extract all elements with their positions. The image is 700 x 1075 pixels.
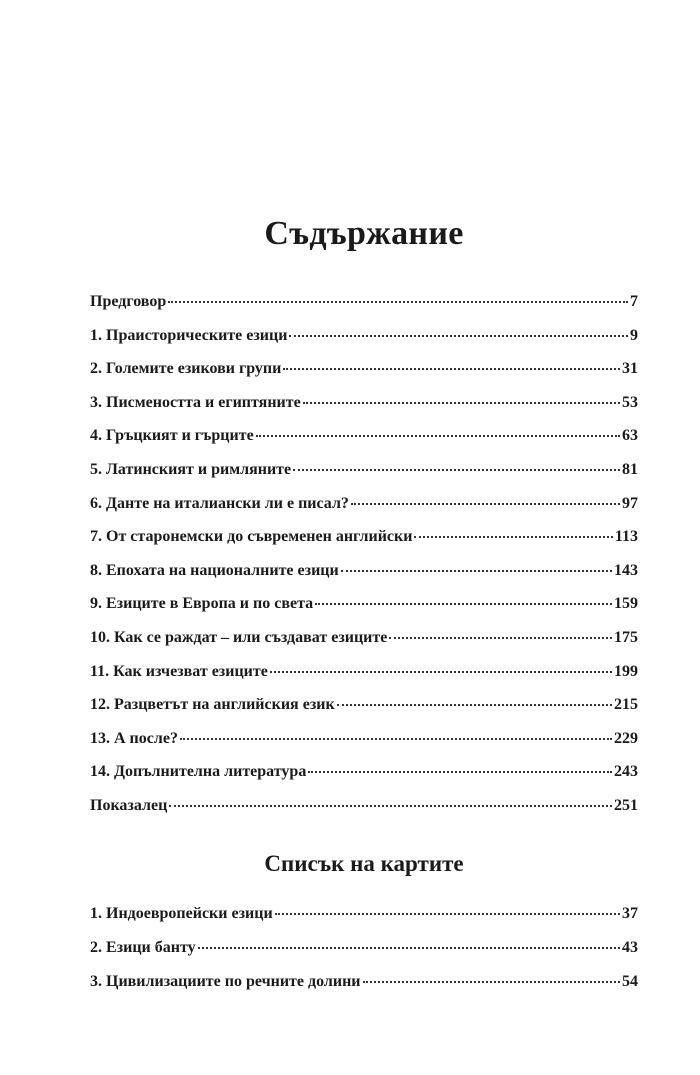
dot-leader [341,570,612,572]
dot-leader [315,603,612,605]
toc-entry-title: 11. Как изчезват езиците [90,662,268,680]
map-entry [90,904,638,938]
toc-entry [90,796,638,830]
map-entry-page: 37 [622,905,638,922]
toc-entry-title: 1. Праисторическите езици [90,326,288,344]
toc-entry-page: 63 [622,427,638,445]
map-entry-title: 1. Индоевропейски езици [90,905,273,922]
toc-entry [90,326,638,360]
toc-entry-page: 175 [614,628,638,646]
toc-entry-page: 53 [622,393,638,411]
toc-entry-page: 113 [614,528,638,546]
dot-leader [363,981,620,983]
dot-leader [180,738,612,740]
map-entry-title: 3. Цивилизациите по речните долини [90,973,361,990]
toc-entry-page: 9 [630,326,638,344]
dot-leader [308,771,612,773]
toc-entry-title: 7. От старонемски до съвременен английски [90,528,413,546]
toc-entry-page: 143 [614,561,638,579]
toc-entry-title: 12. Разцветът на английския език [90,696,335,714]
toc-entry-title: 9. Езиците в Европа и по света [90,595,314,613]
toc-entry-title: 5. Латинският и римляните [90,460,292,478]
toc-entry-title: 13. А после? [90,729,178,747]
toc-entry-page: 97 [622,494,638,512]
dot-leader [275,913,620,915]
toc-entry-title: 4. Гръцкият и гърците [90,427,254,445]
toc-entry [90,460,638,494]
toc-entry [90,393,638,427]
toc-entry [90,662,638,696]
toc-entry-page: 31 [622,360,638,378]
map-entry-page: 54 [622,973,638,990]
dot-leader [303,402,620,404]
toc-entry-page: 7 [630,293,638,310]
toc-entry-page: 243 [614,763,638,781]
toc-entry-title: 6. Данте на италиански ли е писал? [90,494,349,512]
toc-entry [90,426,638,460]
toc-entry-title: Показалец [90,796,168,814]
dot-leader [283,368,620,370]
toc-entry [90,494,638,528]
dot-leader [289,335,628,337]
toc-entry-page: 81 [622,460,638,478]
toc-entry [90,561,638,595]
toc-entry [90,762,638,796]
map-entry-title: 2. Езици банту [90,939,196,956]
toc-entry-page: 199 [614,662,638,680]
dot-leader [293,469,620,471]
toc-entry-title: 3. Писмеността и египтяните [90,393,301,411]
toc-entry-title: 2. Големите езикови групи [90,360,282,378]
toc-entry-page: 251 [614,796,638,814]
toc-entry-title: 14. Допълнителна литература [90,763,307,781]
toc-entry [90,695,638,729]
toc-entry-title: 10. Как се раждат – или създават езиците [90,628,388,646]
dot-leader [337,704,612,706]
toc-entry [90,359,638,393]
dot-leader [169,805,612,807]
toc-entry-title: 8. Епохата на националните езици [90,561,339,579]
map-entry [90,938,638,972]
dot-leader [256,435,620,437]
dot-leader [389,637,612,639]
toc-entry [90,628,638,662]
toc-entry-page: 229 [614,729,638,747]
toc-entry-page: 215 [614,696,638,714]
toc-entry [90,292,638,326]
map-entry-page: 43 [622,939,638,956]
dot-leader [351,503,620,505]
maps-heading: Списък на картите [264,851,464,876]
dot-leader [198,947,620,949]
map-entry [90,972,638,1006]
toc-entry [90,729,638,763]
dot-leader [414,536,612,538]
toc-entry-page: 159 [614,595,638,613]
dot-leader [270,671,612,673]
contents-heading: Съдържание [264,215,464,252]
contents-list [90,292,638,830]
toc-entry [90,594,638,628]
toc-entry [90,527,638,561]
dot-leader [168,301,628,303]
maps-list [90,904,638,1006]
toc-entry-title: Предговор [90,293,167,310]
